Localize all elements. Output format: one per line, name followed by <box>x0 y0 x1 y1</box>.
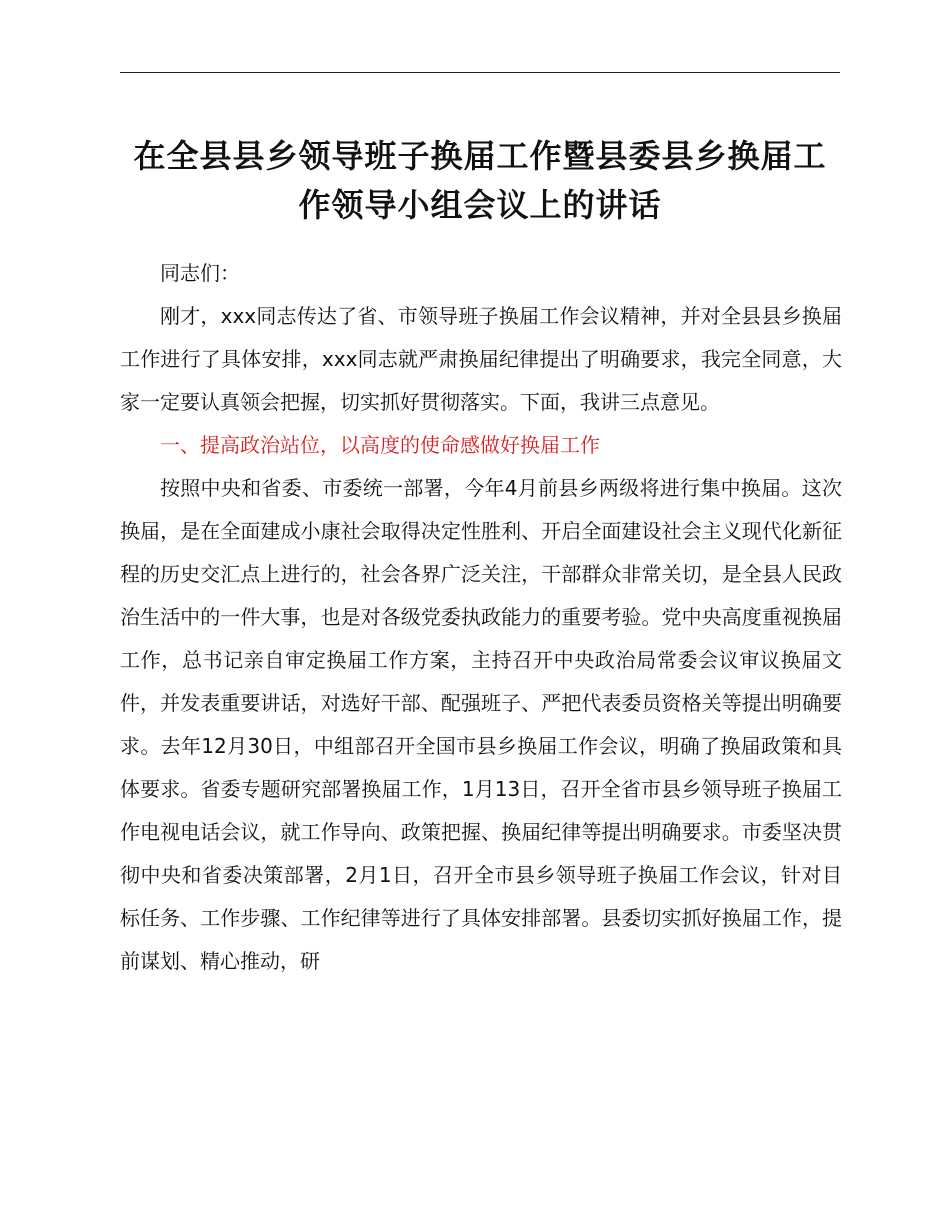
section-1-paragraph: 按照中央和省委、市委统一部署，今年4月前县乡两级将进行集中换届。这次换届，是在全面建成小康社会取得决定性胜利、开启全面建设社会主义现代化新征程的历史交汇点上进行的，社会各界广泛关注，干部群众非常关切，是全县人民政治生活中的一件大事，也是对各级党委执政能力的重要考验。党中央高度重视换届工作，总书记亲自审定换届工作方案，主持召开中央政治局常委会议审议换届文件，并发表重要讲话，对选好干部、配强班子、严把代表委员资格关等提出明确要求。去年12月30日，中组部召开全国市县乡换届工作会议，明确了换届政策和具体要求。省委专题研究部署换届工作，1月13日，召开全省市县乡领导班子换届工作电视电话会议，就工作导向、政策把握、换届纪律等提出明确要求。市委坚决贯彻中央和省委决策部署，2月1日，召开全市县乡领导班子换届工作会议，针对目标任务、工作步骤、工作纪律等进行了具体安排部署。县委切实抓好换届工作，提前谋划、精心推动，研 <box>120 476 842 973</box>
document-body <box>120 252 842 983</box>
title-line-2: 作领导小组会议上的讲话 <box>298 186 662 224</box>
title-line-1: 在全县县乡领导班子换届工作暨县委县乡换届工 <box>133 137 827 175</box>
document-title <box>110 132 850 230</box>
section-heading-1: 一、提高政治站位，以高度的使命感做好换届工作 <box>160 433 600 457</box>
opening-paragraph: 刚才，xxx同志传达了省、市领导班子换届工作会议精神，并对全县县乡换届工作进行了具体安排，xxx同志就严肃换届纪律提出了明确要求，我完全同意，大家一定要认真领会把握，切实抓好贯彻落实。下面，我讲三点意见。 <box>120 304 842 414</box>
salutation: 同志们： <box>160 261 240 285</box>
header-rule <box>120 72 840 73</box>
